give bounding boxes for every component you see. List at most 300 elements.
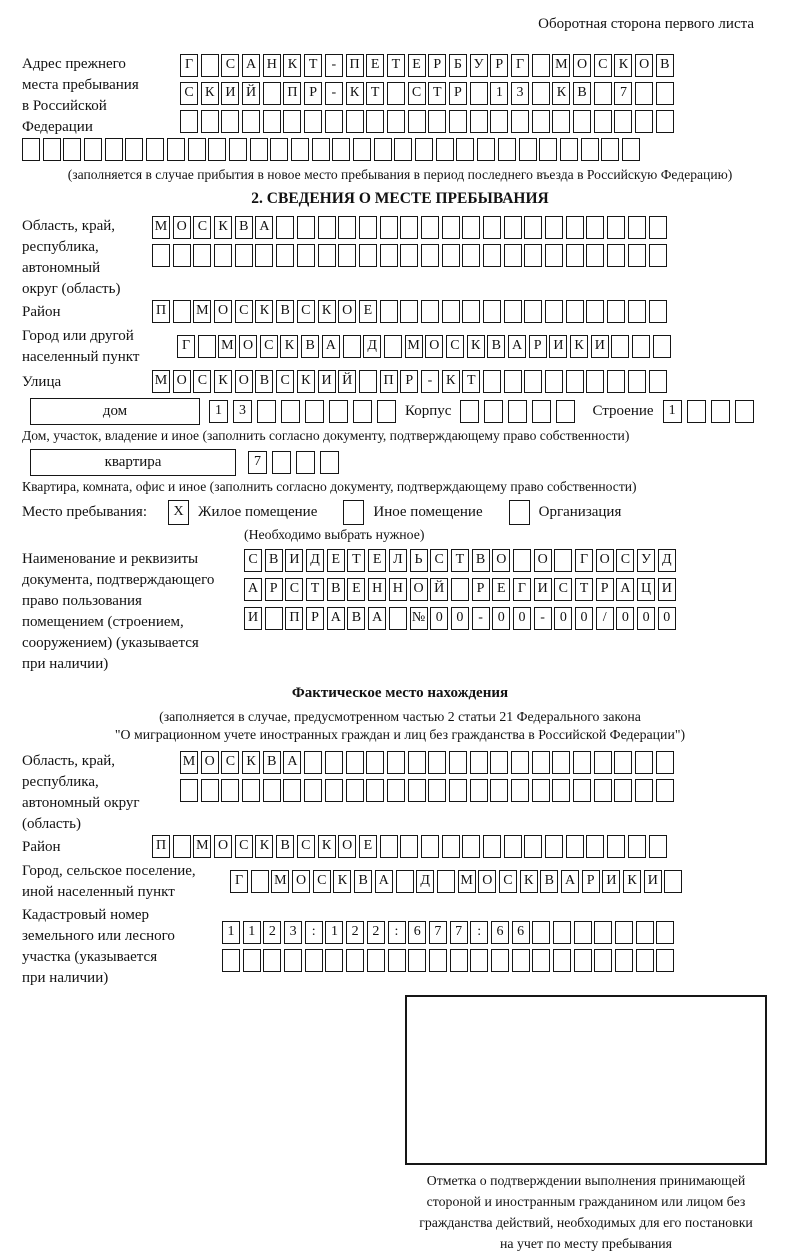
cadastre-row bbox=[22, 905, 778, 989]
char-box: Г bbox=[511, 54, 529, 77]
char-box bbox=[490, 751, 508, 774]
char-box bbox=[632, 335, 650, 358]
char-box: 6 bbox=[512, 921, 530, 944]
char-box: П bbox=[152, 835, 170, 858]
char-box: Б bbox=[449, 54, 467, 77]
char-box: О bbox=[338, 300, 356, 323]
char-box bbox=[400, 244, 418, 267]
char-box: В bbox=[487, 335, 505, 358]
char-box bbox=[508, 400, 527, 423]
char-box bbox=[615, 921, 633, 944]
char-box: Т bbox=[387, 54, 405, 77]
char-box: 0 bbox=[430, 607, 448, 630]
char-box: М bbox=[405, 335, 423, 358]
char-box: С bbox=[297, 300, 315, 323]
char-box bbox=[332, 138, 350, 161]
char-box bbox=[556, 400, 575, 423]
char-box bbox=[711, 400, 730, 423]
char-box bbox=[470, 110, 488, 133]
char-box-row bbox=[663, 400, 759, 424]
char-box: 0 bbox=[451, 607, 469, 630]
region-row bbox=[22, 216, 778, 300]
char-box: С bbox=[180, 82, 198, 105]
char-box bbox=[586, 244, 604, 267]
char-box bbox=[656, 110, 674, 133]
char-box bbox=[581, 138, 599, 161]
char-box: 0 bbox=[492, 607, 510, 630]
actual-district-label: Район bbox=[22, 838, 61, 855]
char-box: О bbox=[173, 370, 191, 393]
char-box bbox=[229, 138, 247, 161]
char-box: 7 bbox=[248, 451, 267, 474]
char-box bbox=[611, 335, 629, 358]
char-box: - bbox=[472, 607, 490, 630]
char-box bbox=[380, 300, 398, 323]
char-box: Т bbox=[304, 54, 322, 77]
char-box: Е bbox=[359, 300, 377, 323]
char-box bbox=[408, 779, 426, 802]
apartment-type-box: квартира bbox=[30, 449, 236, 476]
char-box: Е bbox=[366, 54, 384, 77]
char-box bbox=[429, 949, 447, 972]
char-box bbox=[524, 300, 542, 323]
char-box bbox=[628, 300, 646, 323]
char-box bbox=[188, 138, 206, 161]
prev-address-label: Адрес прежнего места пребывания в Российской Федерации bbox=[22, 56, 139, 135]
char-box bbox=[366, 779, 384, 802]
char-box: И bbox=[644, 870, 662, 893]
char-box: К bbox=[214, 216, 232, 239]
char-box: О bbox=[214, 300, 232, 323]
char-box-row bbox=[460, 400, 580, 424]
char-box bbox=[532, 54, 550, 77]
char-box: К bbox=[467, 335, 485, 358]
char-box bbox=[263, 779, 281, 802]
char-box-row bbox=[209, 400, 401, 424]
char-box: Р bbox=[490, 54, 508, 77]
char-box bbox=[318, 244, 336, 267]
char-box bbox=[304, 110, 322, 133]
char-box bbox=[415, 138, 433, 161]
char-box bbox=[532, 110, 550, 133]
char-box: Н bbox=[389, 578, 407, 601]
city-row bbox=[22, 326, 778, 368]
char-box-row bbox=[177, 335, 674, 359]
char-box bbox=[532, 82, 550, 105]
char-box bbox=[511, 110, 529, 133]
char-box: Т bbox=[366, 82, 384, 105]
char-box: Р bbox=[449, 82, 467, 105]
char-box bbox=[343, 335, 361, 358]
char-box: В bbox=[327, 578, 345, 601]
char-box bbox=[297, 244, 315, 267]
char-box: Г bbox=[513, 578, 531, 601]
char-box: О bbox=[201, 751, 219, 774]
char-box bbox=[539, 138, 557, 161]
char-box: В bbox=[540, 870, 558, 893]
char-box bbox=[272, 451, 291, 474]
char-box: К bbox=[623, 870, 641, 893]
char-box bbox=[594, 110, 612, 133]
char-box bbox=[296, 451, 315, 474]
prev-address-boxes bbox=[180, 54, 677, 138]
char-box: С bbox=[499, 870, 517, 893]
char-box: А bbox=[561, 870, 579, 893]
char-box bbox=[338, 244, 356, 267]
char-box: К bbox=[552, 82, 570, 105]
char-box bbox=[545, 300, 563, 323]
stamp-section bbox=[393, 995, 779, 1254]
char-box: А bbox=[616, 578, 634, 601]
document-label: Наименование и реквизиты документа, подтверждающего право пользования помещением (строением, сооружением) (указывается при наличии) bbox=[22, 551, 215, 672]
char-box: № bbox=[410, 607, 428, 630]
char-box: 0 bbox=[575, 607, 593, 630]
residential-checkbox: X bbox=[168, 500, 189, 525]
actual-location-title: Фактическое место нахождения bbox=[291, 685, 509, 701]
char-box: С bbox=[554, 578, 572, 601]
char-box: О bbox=[235, 370, 253, 393]
char-box bbox=[524, 370, 542, 393]
char-box: 7 bbox=[450, 921, 468, 944]
char-box: Н bbox=[263, 54, 281, 77]
char-box bbox=[566, 300, 584, 323]
char-box bbox=[574, 949, 592, 972]
char-box: Р bbox=[265, 578, 283, 601]
char-box bbox=[462, 244, 480, 267]
actual-location-note: "О миграционном учете иностранных граждан и лиц без гражданства в Российской Федерации") bbox=[114, 727, 686, 742]
char-box: М bbox=[552, 54, 570, 77]
char-box: - bbox=[534, 607, 552, 630]
char-box bbox=[359, 244, 377, 267]
char-box: К bbox=[570, 335, 588, 358]
char-box bbox=[221, 110, 239, 133]
char-box: С bbox=[616, 549, 634, 572]
house-caption: Дом, участок, владение и иное (заполнить согласно документу, подтверждающему право собственности) bbox=[22, 428, 630, 443]
char-box bbox=[607, 216, 625, 239]
char-box bbox=[400, 300, 418, 323]
char-box bbox=[656, 82, 674, 105]
char-box: К bbox=[318, 300, 336, 323]
char-box bbox=[283, 779, 301, 802]
char-box bbox=[276, 244, 294, 267]
char-box bbox=[396, 870, 414, 893]
actual-city-row bbox=[22, 861, 778, 903]
char-box: О bbox=[214, 835, 232, 858]
char-box bbox=[504, 835, 522, 858]
char-box bbox=[545, 835, 563, 858]
char-box bbox=[201, 54, 219, 77]
char-box bbox=[470, 82, 488, 105]
char-box bbox=[167, 138, 185, 161]
char-box-row bbox=[244, 607, 678, 631]
char-box bbox=[304, 751, 322, 774]
char-box bbox=[201, 779, 219, 802]
char-box: В bbox=[255, 370, 273, 393]
char-box bbox=[483, 370, 501, 393]
char-box bbox=[545, 216, 563, 239]
char-box bbox=[125, 138, 143, 161]
char-box bbox=[601, 138, 619, 161]
char-box: 1 bbox=[243, 921, 261, 944]
char-box-row bbox=[152, 370, 669, 394]
char-box bbox=[622, 138, 640, 161]
char-box: И bbox=[591, 335, 609, 358]
district-row bbox=[22, 300, 778, 324]
char-box bbox=[325, 949, 343, 972]
char-box: : bbox=[470, 921, 488, 944]
char-box bbox=[325, 751, 343, 774]
char-box: Р bbox=[400, 370, 418, 393]
char-box bbox=[656, 751, 674, 774]
char-box bbox=[276, 216, 294, 239]
document-row bbox=[22, 549, 778, 675]
char-box: О bbox=[635, 54, 653, 77]
char-box bbox=[483, 300, 501, 323]
actual-region-row bbox=[22, 751, 778, 835]
char-box: В bbox=[276, 300, 294, 323]
char-box bbox=[524, 244, 542, 267]
char-box bbox=[513, 549, 531, 572]
char-box: М bbox=[152, 216, 170, 239]
char-box-row bbox=[222, 949, 677, 973]
char-box: Е bbox=[327, 549, 345, 572]
char-box: К bbox=[333, 870, 351, 893]
char-box bbox=[560, 138, 578, 161]
char-box bbox=[442, 300, 460, 323]
char-box bbox=[735, 400, 754, 423]
char-box bbox=[532, 921, 550, 944]
char-box bbox=[614, 110, 632, 133]
char-box bbox=[173, 244, 191, 267]
char-box bbox=[380, 244, 398, 267]
char-box bbox=[320, 451, 339, 474]
char-box: К bbox=[255, 300, 273, 323]
char-box bbox=[511, 751, 529, 774]
char-box bbox=[421, 835, 439, 858]
char-box bbox=[338, 216, 356, 239]
char-box bbox=[552, 779, 570, 802]
char-box bbox=[490, 779, 508, 802]
char-box: И bbox=[244, 607, 262, 630]
char-box bbox=[470, 949, 488, 972]
char-box bbox=[586, 370, 604, 393]
residential-label: Жилое помещение bbox=[198, 504, 318, 520]
char-box: И bbox=[318, 370, 336, 393]
char-box: Р bbox=[472, 578, 490, 601]
stay-type-note: (Необходимо выбрать нужное) bbox=[244, 527, 425, 542]
char-box: А bbox=[255, 216, 273, 239]
char-box bbox=[504, 370, 522, 393]
char-box bbox=[656, 779, 674, 802]
char-box: Т bbox=[451, 549, 469, 572]
char-box: В bbox=[656, 54, 674, 77]
char-box: И bbox=[221, 82, 239, 105]
char-box: Т bbox=[306, 578, 324, 601]
char-box bbox=[265, 607, 283, 630]
char-box bbox=[305, 949, 323, 972]
char-box bbox=[242, 779, 260, 802]
char-box bbox=[519, 138, 537, 161]
char-box bbox=[263, 110, 281, 133]
char-box bbox=[483, 835, 501, 858]
char-box: И bbox=[285, 549, 303, 572]
char-box: В bbox=[235, 216, 253, 239]
char-box bbox=[554, 549, 572, 572]
char-box: П bbox=[380, 370, 398, 393]
char-box: / bbox=[596, 607, 614, 630]
char-box bbox=[388, 949, 406, 972]
char-box bbox=[628, 216, 646, 239]
char-box bbox=[449, 779, 467, 802]
char-box bbox=[173, 300, 191, 323]
char-box bbox=[628, 835, 646, 858]
char-box bbox=[512, 949, 530, 972]
char-box: К bbox=[520, 870, 538, 893]
char-box: А bbox=[508, 335, 526, 358]
char-box bbox=[545, 370, 563, 393]
char-box: : bbox=[388, 921, 406, 944]
char-box: О bbox=[292, 870, 310, 893]
char-box bbox=[291, 138, 309, 161]
char-box bbox=[366, 110, 384, 133]
char-box bbox=[498, 138, 516, 161]
char-box bbox=[573, 779, 591, 802]
char-box: 1 bbox=[325, 921, 343, 944]
char-box bbox=[400, 216, 418, 239]
char-box: Е bbox=[359, 835, 377, 858]
char-box: 0 bbox=[658, 607, 676, 630]
char-box: Н bbox=[368, 578, 386, 601]
char-box bbox=[483, 216, 501, 239]
char-box: И bbox=[534, 578, 552, 601]
street-row bbox=[22, 370, 778, 394]
char-box bbox=[146, 138, 164, 161]
other-premises-checkbox bbox=[343, 500, 364, 525]
char-box bbox=[22, 138, 40, 161]
char-box: А bbox=[368, 607, 386, 630]
char-box: Е bbox=[368, 549, 386, 572]
char-box bbox=[297, 216, 315, 239]
char-box: С bbox=[408, 82, 426, 105]
char-box: К bbox=[297, 370, 315, 393]
char-box: М bbox=[152, 370, 170, 393]
char-box bbox=[649, 216, 667, 239]
house-row bbox=[22, 398, 778, 425]
char-box bbox=[387, 779, 405, 802]
char-box-row bbox=[180, 82, 677, 106]
char-box bbox=[477, 138, 495, 161]
char-box bbox=[552, 751, 570, 774]
char-box: Г bbox=[180, 54, 198, 77]
char-box: В bbox=[265, 549, 283, 572]
char-box: С bbox=[221, 751, 239, 774]
char-box bbox=[615, 949, 633, 972]
char-box: М bbox=[193, 835, 211, 858]
char-box bbox=[421, 244, 439, 267]
char-box: Е bbox=[347, 578, 365, 601]
char-box: 1 bbox=[222, 921, 240, 944]
char-box: 3 bbox=[233, 400, 252, 423]
char-box: М bbox=[271, 870, 289, 893]
char-box bbox=[628, 370, 646, 393]
page-side-note: Оборотная сторона первого листа bbox=[538, 16, 754, 32]
char-box bbox=[428, 110, 446, 133]
char-box bbox=[436, 138, 454, 161]
char-box: Г bbox=[575, 549, 593, 572]
char-box: 0 bbox=[554, 607, 572, 630]
char-box bbox=[460, 400, 479, 423]
char-box bbox=[214, 244, 232, 267]
char-box bbox=[594, 82, 612, 105]
char-box: И bbox=[602, 870, 620, 893]
char-box: К bbox=[318, 835, 336, 858]
char-box: Ц bbox=[637, 578, 655, 601]
char-box bbox=[532, 779, 550, 802]
char-box bbox=[283, 110, 301, 133]
char-box bbox=[656, 921, 674, 944]
char-box: А bbox=[375, 870, 393, 893]
char-box bbox=[359, 370, 377, 393]
char-box: 2 bbox=[263, 921, 281, 944]
char-box bbox=[346, 110, 364, 133]
char-box: Д bbox=[306, 549, 324, 572]
char-box bbox=[462, 300, 480, 323]
stay-type-row bbox=[22, 500, 778, 525]
char-box: С bbox=[221, 54, 239, 77]
char-box: М bbox=[458, 870, 476, 893]
char-box: О bbox=[338, 835, 356, 858]
char-box: А bbox=[327, 607, 345, 630]
char-box bbox=[263, 82, 281, 105]
house-type-box: дом bbox=[30, 398, 200, 425]
char-box: : bbox=[305, 921, 323, 944]
char-box: Т bbox=[347, 549, 365, 572]
char-box: С bbox=[193, 370, 211, 393]
char-box-row bbox=[180, 54, 677, 78]
char-box bbox=[586, 300, 604, 323]
char-box bbox=[470, 751, 488, 774]
char-box bbox=[400, 835, 418, 858]
char-box bbox=[586, 216, 604, 239]
char-box: У bbox=[637, 549, 655, 572]
char-box: Й bbox=[338, 370, 356, 393]
char-box: И bbox=[658, 578, 676, 601]
char-box: Т bbox=[575, 578, 593, 601]
char-box bbox=[346, 751, 364, 774]
char-box bbox=[566, 216, 584, 239]
char-box bbox=[566, 244, 584, 267]
char-box bbox=[105, 138, 123, 161]
city-label: Город или другой населенный пункт bbox=[22, 328, 140, 365]
char-box bbox=[353, 138, 371, 161]
actual-location-note: (заполняется в случае, предусмотренном частью 2 статьи 21 Федерального закона bbox=[159, 709, 641, 724]
char-box bbox=[394, 138, 412, 161]
char-box bbox=[649, 300, 667, 323]
char-box bbox=[198, 335, 216, 358]
stroenie-label: Строение bbox=[592, 403, 654, 419]
actual-region-label: Область, край, республика, автономный округ (область) bbox=[22, 753, 140, 832]
district-label: Район bbox=[22, 303, 61, 320]
char-box: П bbox=[283, 82, 301, 105]
char-box: К bbox=[242, 751, 260, 774]
char-box-row bbox=[22, 138, 778, 162]
char-box: 2 bbox=[346, 921, 364, 944]
char-box bbox=[193, 244, 211, 267]
char-box bbox=[367, 949, 385, 972]
char-box: О bbox=[534, 549, 552, 572]
char-box: О bbox=[478, 870, 496, 893]
char-box: К bbox=[346, 82, 364, 105]
